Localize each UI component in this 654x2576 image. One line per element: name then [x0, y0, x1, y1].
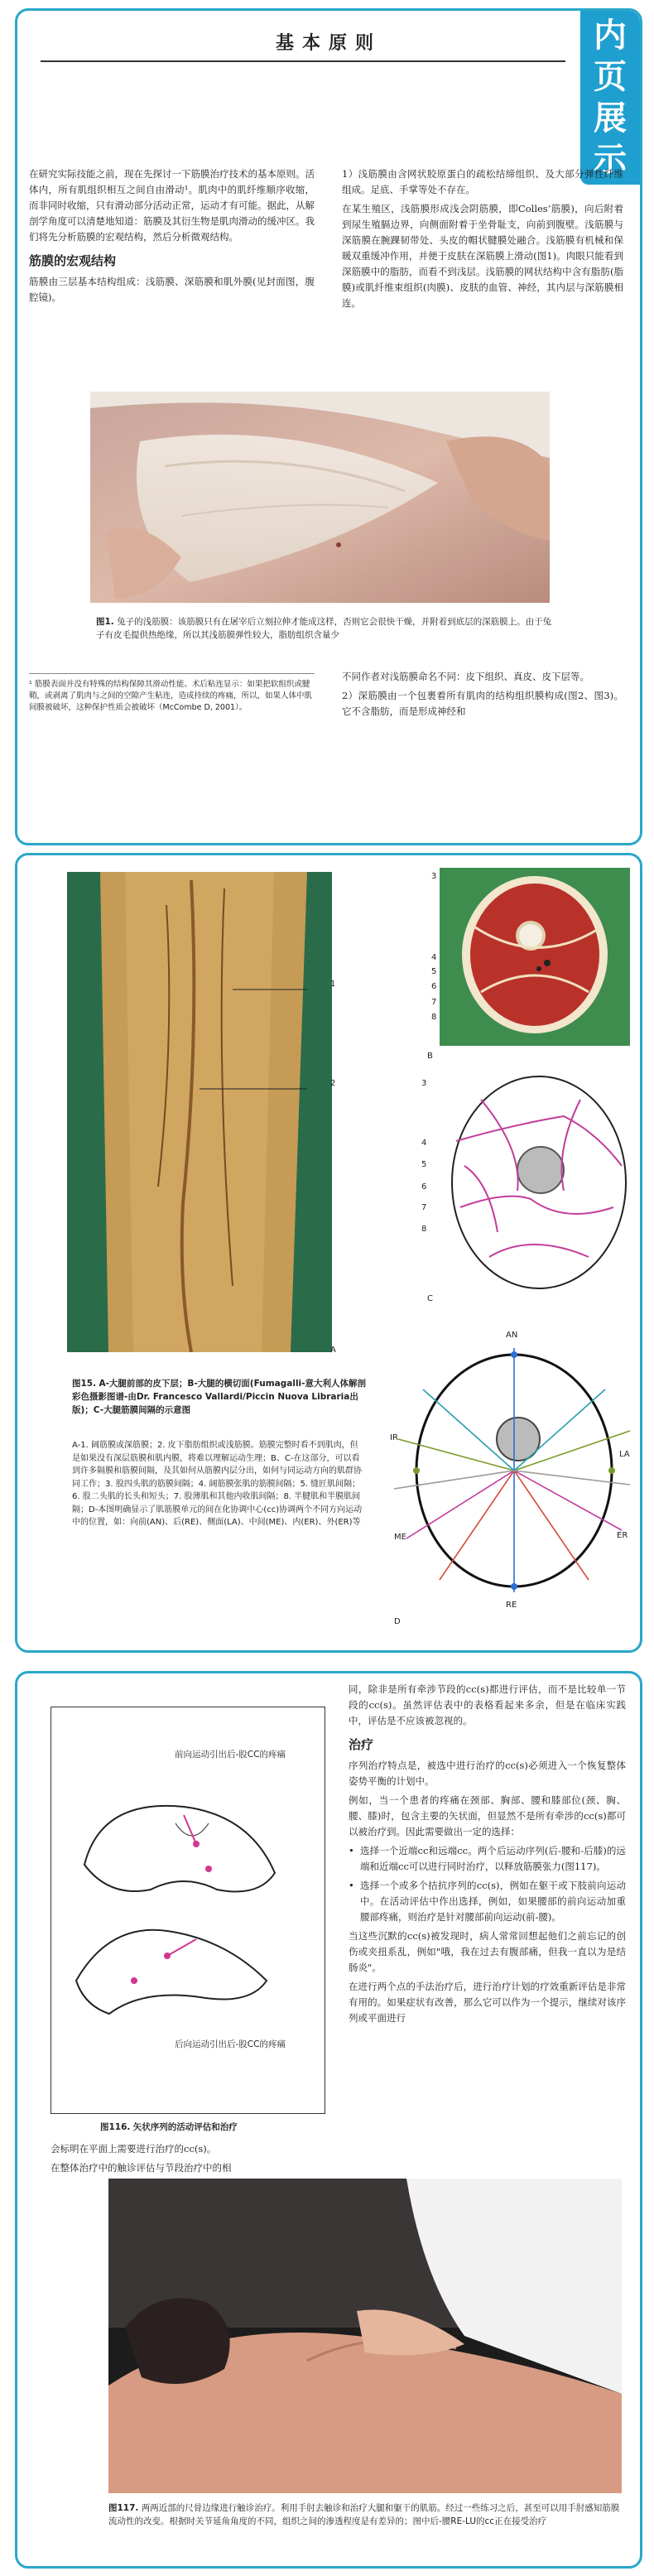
- figure-117-caption: [108, 2501, 622, 2528]
- right-column: [342, 166, 623, 315]
- b-label-B: B: [427, 1052, 433, 1061]
- figure-15-caption: [72, 1377, 370, 1417]
- figure-15d-diagram: [390, 1340, 634, 1596]
- left-column-3: [50, 2141, 336, 2179]
- photo-label-A: A: [330, 1346, 336, 1355]
- c-label-4: 4: [421, 1139, 427, 1148]
- c-label-3: 3: [421, 1079, 427, 1088]
- treatment-paragraph-3: 当这些沉默的cc(s)被发现时，病人常常回想起他们之前忘记的创伤或夹扭系乱，例如"哦，我在过去有腹部痛，但我一直以为是结肠炎"。: [349, 1930, 626, 1973]
- right-column-lower: [342, 669, 623, 723]
- evaluation-paragraph: 同，除非是所有牵涉节段的cc(s)都进行评估，而不是比较单一节段的cc(s)。虽然评估表中的表格看起来多余，但是在临床实践中，评估是不应该被忽视的。: [349, 1683, 626, 1726]
- badge-line-1: 内页: [594, 17, 627, 96]
- left-column: [29, 166, 315, 309]
- left-bottom-paragraph-2: 在整体治疗中的触诊评估与节段治疗中的相: [50, 2162, 232, 2174]
- d-label-ME: ME: [394, 1533, 406, 1542]
- diagram-label-top: 前向运动引出后-股CC的疼痛: [175, 1750, 286, 1760]
- footnote-text: ¹ 筋膜表面并没有特殊的结构保障其滑动性能。术后粘连显示：如果把软组织或腱鞘，或剥离了肌肉与之间的空隙产生粘连，造成持续的疼痛，所以，如果人体中肌间膜被破坏，这种保护性质会被破坏（McCombe D, 2001）。: [29, 680, 313, 712]
- figure-117-photo: [108, 2179, 622, 2493]
- intro-paragraph: 在研究实际技能之前，现在先探讨一下筋膜治疗技术的基本原则。活体内，所有肌组织相互之间自由滑动¹。肌肉中的肌纤维顺序收缩，而非同时收缩，只有滑动部分活动正常，运动才有可能。据此，从解剖学角度可以清楚地知道：筋膜及其衍生物是肌肉滑动的缓冲区。我们将先分析筋膜的宏观结构，然后分析微观结构。: [29, 168, 315, 243]
- c-label-7: 7: [421, 1203, 427, 1212]
- d-label-RE: RE: [506, 1601, 517, 1610]
- figure-1-caption: [96, 615, 560, 642]
- naming-paragraph: 不同作者对浅筋膜命名不同：皮下组织、真皮、皮下层等。: [342, 671, 589, 682]
- figure-117-caption-text: 两两近部的尺骨边缘进行触诊治疗。利用手肘去触诊和治疗大腿和躯干的肌筋。经过一些练习之后，甚至可以用手肘感知筋膜流动性的改变。根据时关节延角角度的不同，组织之间的渗透程度是有差异的；图中后-腰RE-LU的cc正在接受治疗: [108, 2503, 620, 2526]
- footnote: [29, 673, 315, 714]
- section-heading: 筋膜的宏观结构: [29, 253, 117, 268]
- page-title: 基本原则: [275, 32, 382, 54]
- treatment-bullet-1: • 选择一个近端cc和远端cc。两个后运动序列(后-腰和-后膝)的远端和近端cc可以进行同时治疗，以释放筋膜张力(图117)。: [349, 1843, 626, 1875]
- figure-1-caption-text: 兔子的浅筋膜：该筋膜只有在屠宰后立刻拉伸才能成这样，否则它会很快干燥，并附着到底层的深筋膜上。由于兔子有皮毛提供热绝缘，所以其浅筋膜弹性较大，脂肪组织含量少: [96, 617, 552, 640]
- d-label-ER: ER: [617, 1531, 628, 1540]
- d-label-LA: LA: [619, 1450, 630, 1459]
- figure-15b-cross-section: [440, 868, 630, 1046]
- c-label-6: 6: [421, 1182, 427, 1192]
- photo-label-2: 2: [330, 1079, 336, 1088]
- figure-15-legend: A-1. 阔筋膜或深筋膜；2. 皮下脂肪组织或浅筋膜。筋膜完整时看不到肌肉，但是如果没有深层筋膜和肌内膜，将难以理解运动生理；B、C-在这部分，可以看到许多隔膜和筋膜间隔，及其如何从筋膜内层分出，如何与同运动方向的肌群协同工作；3. 股四头肌的筋膜间隔；4. 阔筋膜张肌的筋膜间隔；5. 缝匠肌间隔；6. 股二头肌的长头和短头；7. 股薄肌和其他内收肌间隔；8. 半腱肌和半膜肌间隔；D-本图明确显示了肌筋膜单元的间在化协调中心(cc)协调两个不同方向运动中的位置，如：向前(AN)、后(RE)、侧面(LA)、中间(ME)、内(ER)、外(ER)等: [72, 1441, 363, 1527]
- b-label-8: 8: [431, 1013, 437, 1022]
- b-label-4: 4: [431, 953, 437, 962]
- page-card-3: [15, 1671, 642, 2569]
- treatment-paragraph-1: 序列治疗特点是，被选中进行治疗的cc(s)必须进入一个恢复整体姿势平衡的计划中。: [349, 1760, 626, 1787]
- right-column-3: [349, 1682, 626, 2030]
- figure-15-caption-text: A-大腿前部的皮下层；B-大腿的横切面(Fumagalli-意大利人体解剖彩色摄影图谱-由Dr. Francesco Vallardi/Piccin Nuova Libraria出版)；C-大腿筋膜间隔的示意图: [72, 1379, 367, 1415]
- photo-label-1: 1: [330, 980, 336, 989]
- figure-15a-photo: [67, 872, 332, 1352]
- figure-15c-diagram: [431, 1067, 630, 1294]
- title-rule: [41, 60, 565, 62]
- page-card-2: [15, 853, 642, 1653]
- figure-15-label: 图15.: [72, 1379, 97, 1389]
- deep-fascia-paragraph: 2）深筋膜由一个包裹着所有肌肉的结构组织膜构成(图2、图3)。它不含脂肪，而是形成神经和: [342, 690, 623, 717]
- left-bottom-paragraph-1: 会标明在平面上需要进行治疗的cc(s)。: [50, 2143, 217, 2155]
- figure-1-photo: [90, 392, 550, 603]
- b-label-5: 5: [431, 967, 437, 976]
- treatment-paragraph-4: 在进行两个点的手法治疗后，进行治疗计划的疗效重新评估是非常有用的。如果症状有改善，那么它可以作为一个提示，继续对该序列或平面进行: [349, 1981, 626, 2024]
- superficial-fascia-paragraph: 1）浅筋膜由含网状胶原蛋白的疏松结缔组织、及大部分弹性纤维组成。足底、手掌等处不存在。: [342, 168, 623, 195]
- treatment-paragraph-2: 例如，当一个患者的疼痛在颈部、胸部、腰和膝部位(颈、胸、腰、膝)时，包含主要的矢状面，但显然不是所有牵涉的cc(s)都可以被治疗到。因此需要做出一定的选择：: [349, 1794, 626, 1837]
- figure-116-caption-text: 矢状序列的活动评估和治疗: [132, 2122, 238, 2132]
- d-label-D: D: [394, 1617, 401, 1626]
- figure-1-label: 图1.: [96, 617, 114, 627]
- d-label-AN: AN: [506, 1331, 518, 1340]
- c-label-C: C: [427, 1294, 433, 1303]
- figure-117-label: 图117.: [108, 2503, 139, 2513]
- c-label-5: 5: [421, 1160, 427, 1169]
- structure-paragraph: 筋膜由三层基本结构组成：浅筋膜、深筋膜和肌外膜(见封面图，腹腔镜)。: [29, 276, 315, 303]
- treatment-bullet-2: • 选择一个或多个拮抗序列的cc(s)，例如在躯干或下肢前向运动中。在活动评估中作出选择，例如，如果腰部的前向运动加重腰部疼痛，则治疗是针对腰部前向运动(前-腰)。: [349, 1878, 626, 1925]
- figure-116-caption: [100, 2121, 238, 2134]
- b-label-6: 6: [431, 982, 437, 991]
- badge-line-2: 展示: [594, 99, 627, 179]
- d-label-IR: IR: [390, 1433, 398, 1442]
- figure-116-label: 图116.: [100, 2122, 131, 2132]
- page-card-1: [15, 8, 642, 845]
- figure-116-box: [50, 1707, 325, 2114]
- colles-paragraph: 在某生殖区，浅筋膜形成浅会阴筋膜，即Colles’筋膜)，向后附着到尿生殖膈边界，向侧面附着于坐骨耻支，向前到腹壁。浅筋膜与深筋膜在腕踝韧带处、头皮的帽状腱膜处融合。浅筋膜有机械和保暖双重缓冲作用，并便于皮肤在深筋膜上滑动(图1)。肉眼只能看到深筋膜中的脂肪，而看不到浅层。浅筋膜的网状结构中含有脂肪(脂膜)或肌纤维束组织(肉膜)、皮肤的血管、神经，其内层与深筋膜相连。: [342, 203, 623, 309]
- c-label-8: 8: [421, 1225, 427, 1234]
- b-label-3: 3: [431, 872, 437, 881]
- b-label-7: 7: [431, 998, 437, 1007]
- treatment-heading: 治疗: [349, 1737, 374, 1752]
- diagram-label-bottom: 后向运动引出后-股CC的疼痛: [175, 2039, 286, 2049]
